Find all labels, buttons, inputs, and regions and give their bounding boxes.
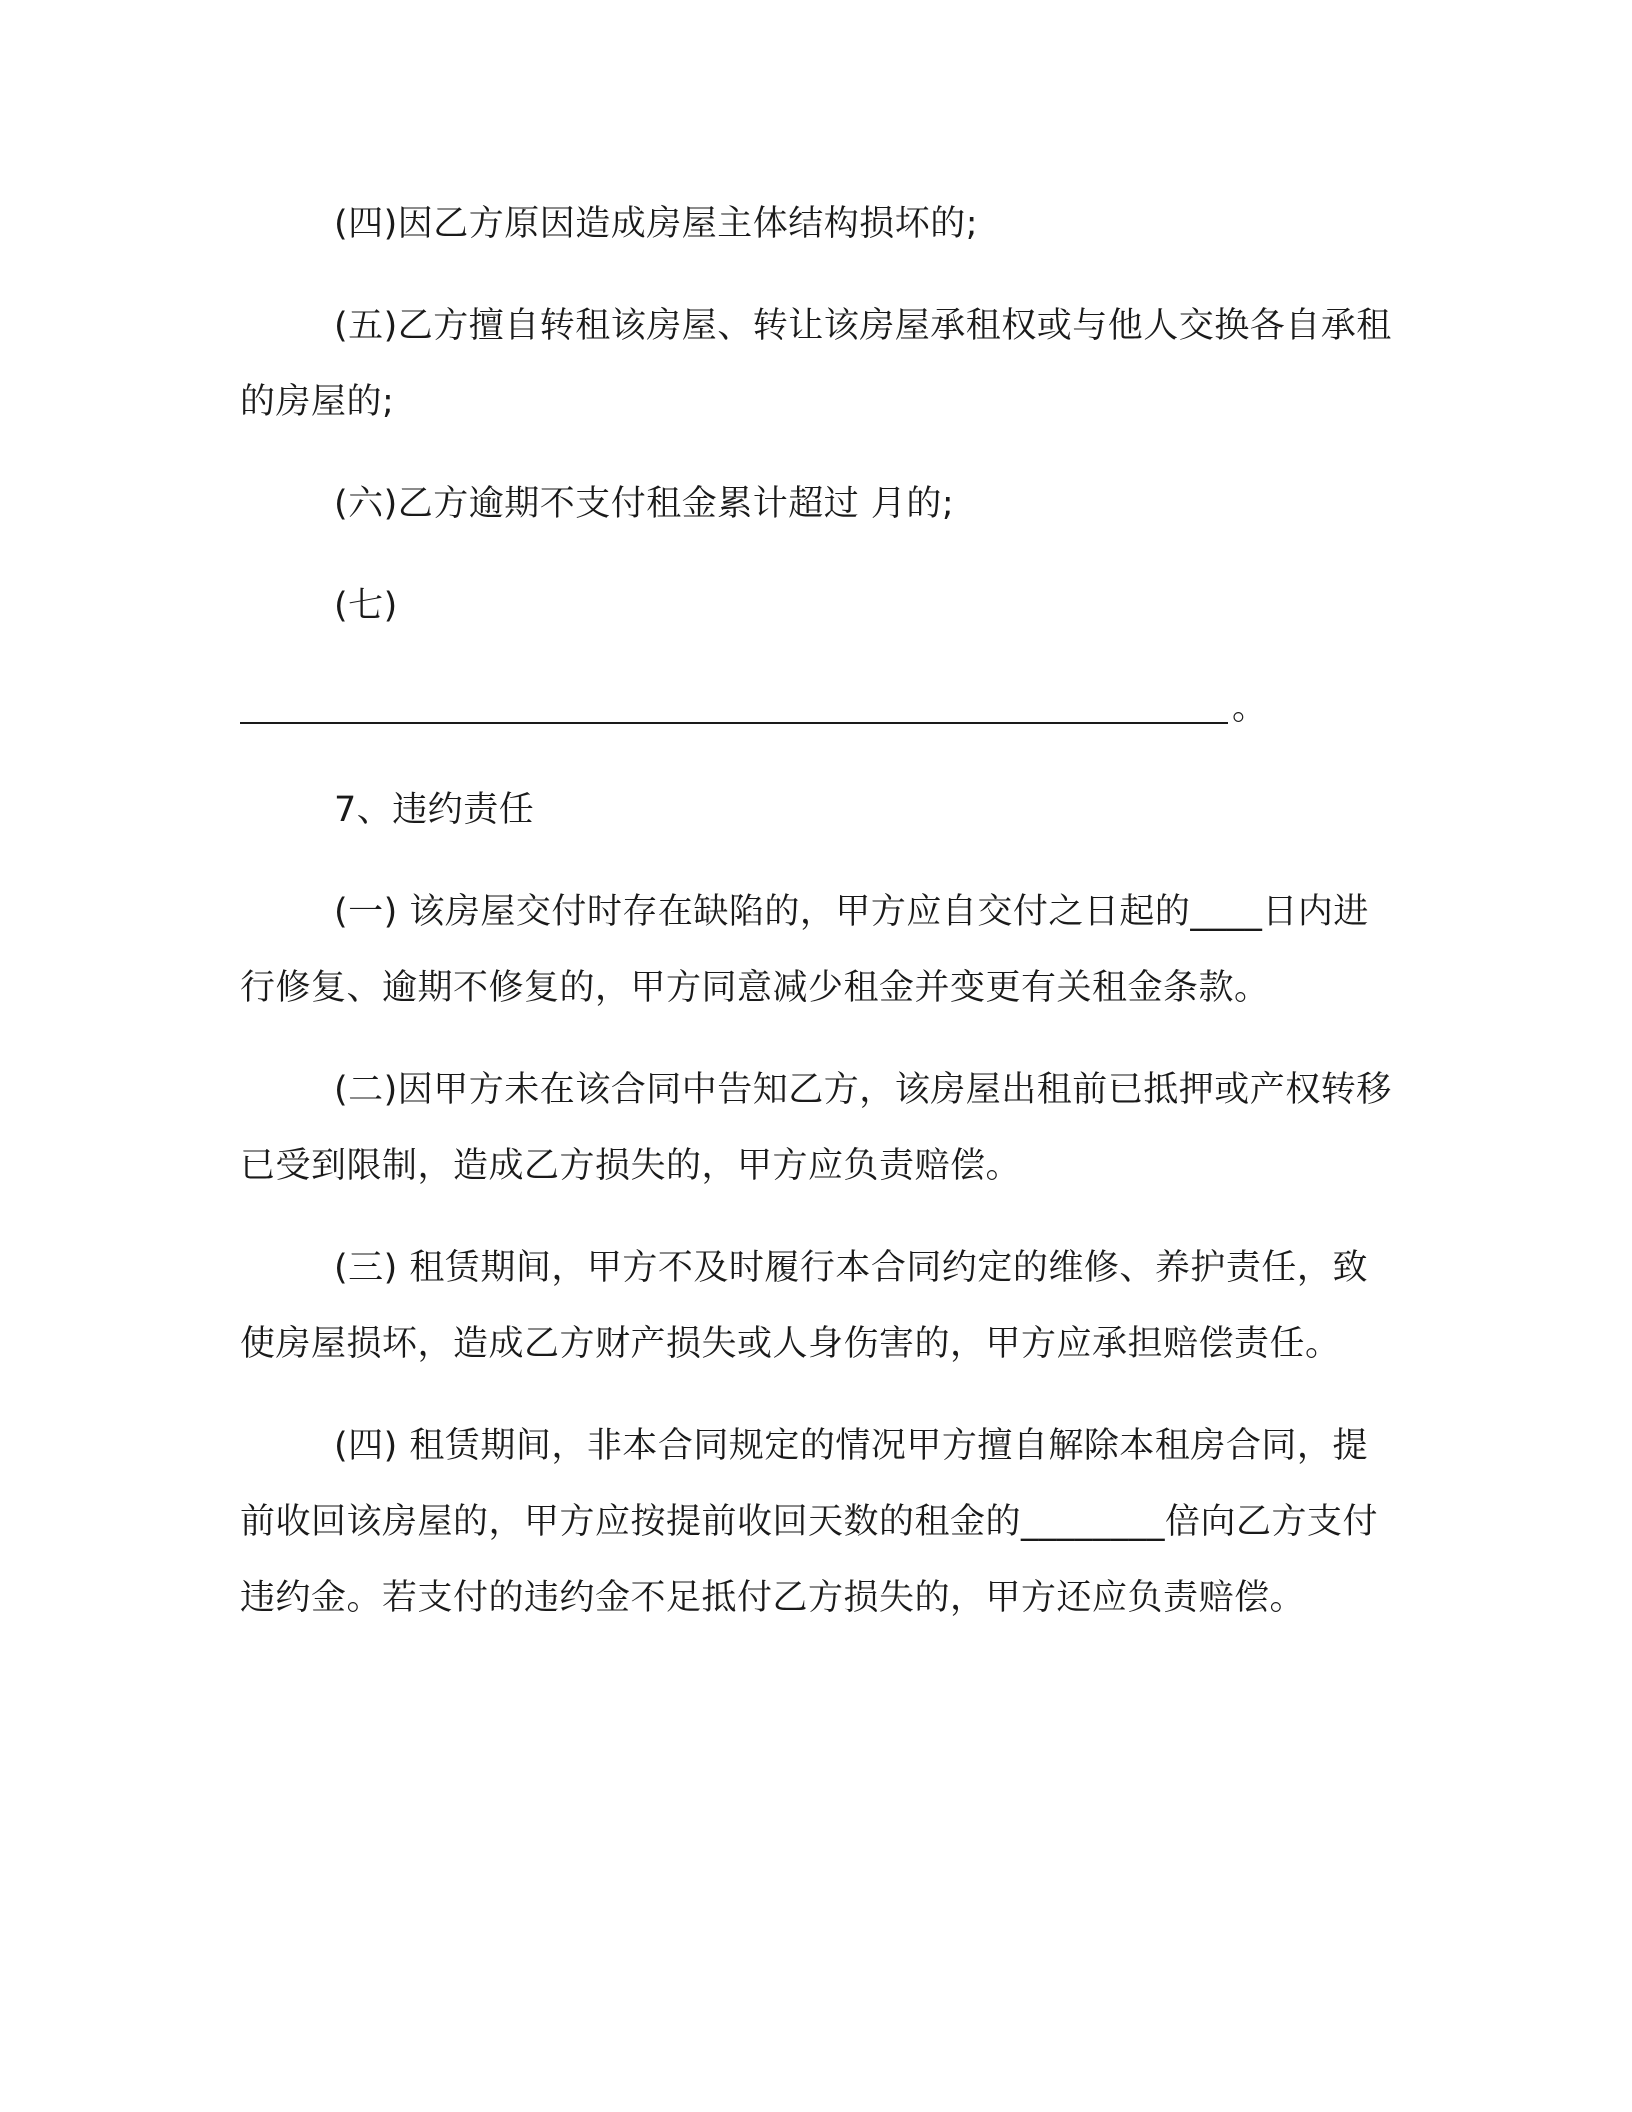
clause-item-7: (七) [334,586,398,626]
clause-item-5: (五)乙方擅自转租该房屋、转让该房屋承租权或与他人交换各自承租的房屋的; [240,306,1392,422]
blank-fill-line [240,670,1392,746]
liability-clause-1: (一) 该房屋交付时存在缺陷的，甲方应自交付之日起的____日内进行修复、逾期不修复的，甲方同意减少租金并变更有关租金条款。 [240,892,1369,1008]
document-body [240,186,1392,1636]
liability-clause-3: (三) 租赁期间，甲方不及时履行本合同约定的维修、养护责任，致使房屋损坏，造成乙方财产损失或人身伤害的，甲方应承担赔偿责任。 [240,1248,1368,1364]
blank-line-period: 。 [1232,688,1268,728]
liability-clause-4: (四) 租赁期间，非本合同规定的情况甲方擅自解除本租房合同，提前收回该房屋的，甲方应按提前收回天数的租金的________倍向乙方支付违约金。若支付的违约金不足抵付乙方损失的，甲方还应负责赔偿。 [240,1426,1379,1618]
liability-clause-2: (二)因甲方未在该合同中告知乙方，该房屋出租前已抵押或产权转移已受到限制，造成乙方损失的，甲方应负责赔偿。 [240,1070,1392,1186]
section-heading: 7、违约责任 [334,790,535,830]
underline-blank [240,722,1228,724]
clause-item-6: (六)乙方逾期不支付租金累计超过 月的; [334,484,955,524]
clause-item-4: (四)因乙方原因造成房屋主体结构损坏的; [334,204,979,244]
